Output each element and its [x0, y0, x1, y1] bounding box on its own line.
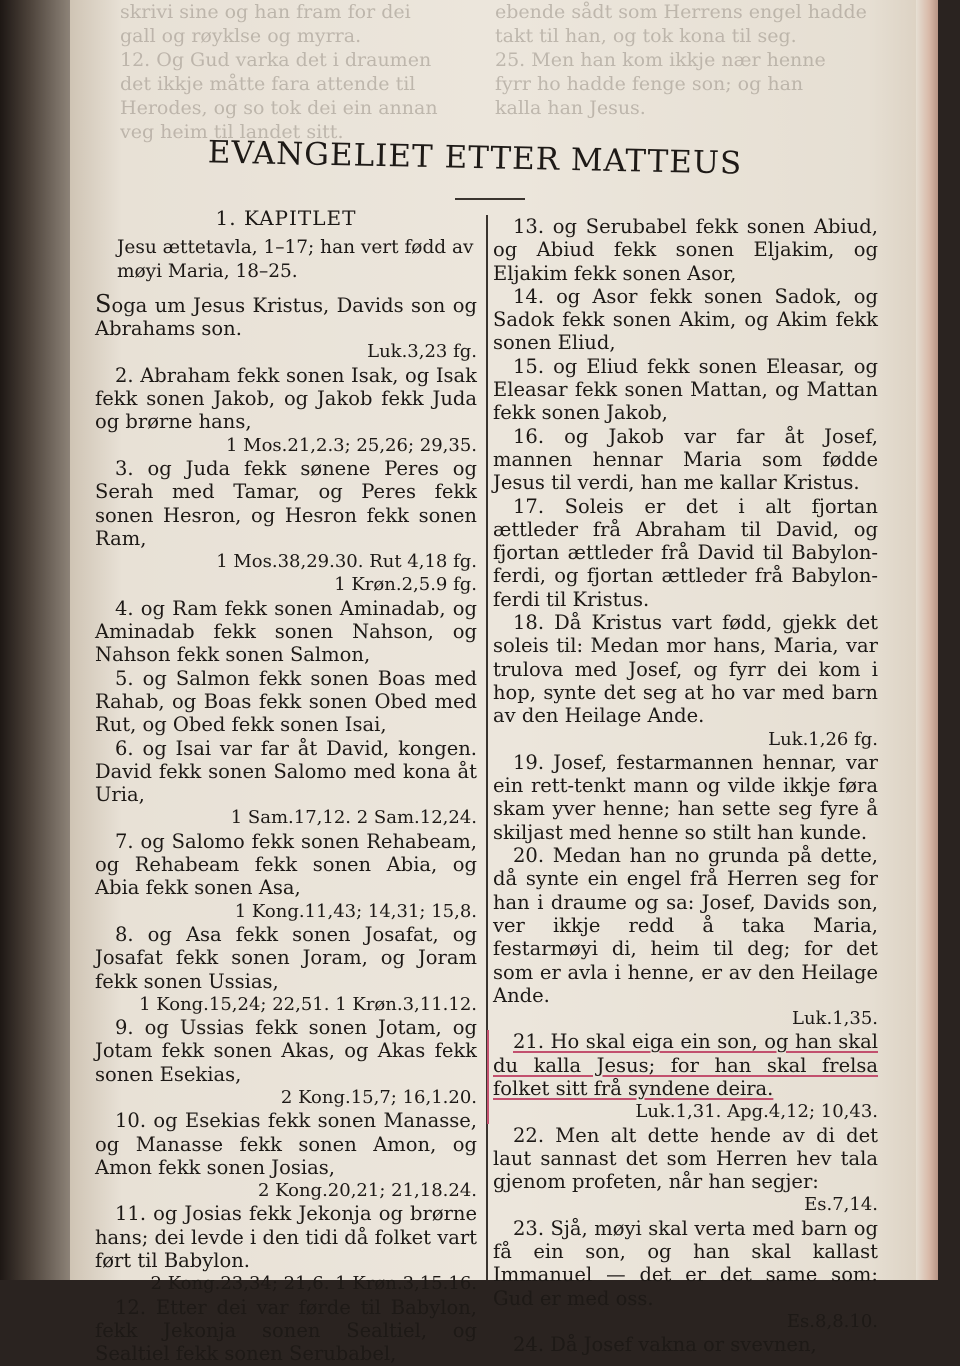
verse-text: 24. Då Josef vakna or svevnen, — [513, 1333, 817, 1357]
verse — [493, 215, 878, 285]
cross-reference: 1 Mos.21,2.3; 25,26; 29,35. — [225, 434, 477, 456]
verse — [95, 830, 477, 923]
verse — [95, 1202, 477, 1295]
verse — [95, 737, 477, 830]
verse-text: 15. og Eliud fekk sonen Eleasar, og Eleasar fekk sonen Mattan, og Mattan fekk sonen Jakob, — [493, 354, 878, 425]
verse-text: 12. Etter dei var førde til Babylon, fekk Jekonja sonen Sealtiel, og Sealtiel fekk sonen Serubabel, — [95, 1295, 477, 1366]
verse-text: 23. Sjå, møyi skal verta med barn og få ein son, og han skal kallast Immanuel — det er det same som: Gud er med oss. — [493, 1216, 878, 1310]
verse — [493, 495, 878, 611]
cross-reference: 2 Kong.23,34; 21,6. 1 Krøn.3,15.16. — [150, 1273, 477, 1295]
verse-text: 21. Ho skal eiga ein son, og han skal du kalla Jesus; for han skal frelsa folket sitt frå syndene deira. — [493, 1030, 878, 1100]
verse — [95, 1109, 477, 1202]
title-divider — [455, 198, 525, 200]
verse — [95, 1296, 477, 1366]
verse — [493, 1333, 878, 1356]
cross-reference: 2 Kong.15,7; 16,1.20. — [280, 1086, 477, 1108]
cross-reference: Luk.1,31. Apg.4,12; 10,43. — [635, 1101, 878, 1123]
chapter-summary: Jesu ættetavla, 1–17; han vert fødd av møyi Maria, 18–25. — [117, 237, 474, 282]
verse-text: 8. og Asa fekk sonen Josafat, og Josafat fekk sonen Joram, og Joram fekk sonen Ussias, — [95, 922, 477, 993]
verse-text: 19. Josef, festarmannen hennar, var ein rett-tenkt mann og vilde ikkje føra skam yver henne; han sette seg fyre å skiljast med henne so stilt han kunde. — [493, 750, 878, 844]
cross-reference: Es.8,8.10. — [786, 1310, 878, 1332]
left-column — [95, 207, 477, 1366]
cross-reference: 1 Krøn.2,5.9 fg. — [334, 574, 477, 596]
verse-text: 6. og Isai var far åt David, kongen. David fekk sonen Salomo med kona åt Uria, — [95, 736, 477, 807]
verse — [95, 667, 477, 737]
verse — [493, 1217, 878, 1333]
cross-reference: 1 Kong.15,24; 22,51. 1 Krøn.3,11.12. — [139, 993, 477, 1015]
cross-reference: 2 Kong.20,21; 21,18.24. — [257, 1180, 477, 1202]
verse — [95, 1016, 477, 1109]
cross-reference: Es.7,14. — [804, 1194, 878, 1216]
verse — [493, 844, 878, 1030]
verse-text: 10. og Esekias fekk sonen Manasse, og Manasse fekk sonen Amon, og Amon fekk sonen Josias, — [95, 1109, 477, 1179]
verse-text: 13. og Serubabel fekk sonen Abiud, og Abiud fekk sonen Eljakim, og Eljakim fekk sonen Asor, — [493, 215, 878, 285]
verse — [493, 285, 878, 355]
verse-text-rest: oga um Jesus Kristus, Davids son og Abrahams son. — [95, 293, 477, 341]
right-column — [493, 215, 878, 1357]
verse-text — [95, 289, 477, 341]
verse — [493, 1124, 878, 1217]
verse — [95, 364, 477, 457]
cross-reference: 1 Kong.11,43; 14,31; 15,8. — [234, 900, 477, 922]
verse-text: 16. og Jakob var far åt Josef, mannen hennar Maria som fødde Jesus til verdi, han me kallar Kristus. — [493, 424, 878, 495]
verse — [95, 289, 477, 364]
verse — [95, 457, 477, 597]
chapter-heading: 1. KAPITLET — [215, 206, 357, 230]
drop-initial: S — [95, 289, 112, 318]
right-verse-list — [493, 215, 878, 1357]
verse-text: 20. Medan han no grunda på dette, då synte ein engel frå Herren seg for han i draume og sa: Josef, Davids son, ver ikkje redd å taka Maria, festarmøyi di, heim til deg; for det som er avla i henne, er av den Heilage Ande. — [493, 844, 878, 1007]
verse — [493, 425, 878, 495]
bleed-through-left: skrivi sine og han fram for dei gall og røyklse og myrra. 12. Og Gud varka det i draumen det ikkje måtte fara attende til Herodes, og so tok dei ein annan veg heim til landet sitt. — [120, 1, 438, 143]
verse-text: 9. og Ussias fekk sonen Jotam, og Jotam fekk sonen Akas, og Akas fekk sonen Esekias, — [95, 1016, 477, 1086]
verse-text: 14. og Asor fekk sonen Sadok, og Sadok fekk sonen Akim, og Akim fekk sonen Eliud, — [493, 284, 878, 355]
page-edge — [916, 0, 938, 1280]
book-gutter-shadow — [0, 0, 70, 1280]
cross-reference: Luk.3,23 fg. — [367, 341, 477, 363]
cross-reference: 1 Sam.17,12. 2 Sam.12,24. — [230, 807, 477, 829]
cross-reference: Luk.1,35. — [792, 1008, 878, 1030]
verse — [487, 1030, 878, 1123]
verse — [493, 751, 878, 844]
cross-reference: 1 Mos.38,29.30. Rut 4,18 fg. — [216, 551, 477, 573]
verse-text: 17. Soleis er det i alt fjortan ættleder frå Abraham til David, og fjortan ættleder frå David til Babylon-ferdi, og fjortan ættleder frå Babylon-ferdi til Kristus. — [493, 494, 878, 611]
verse-text: 7. og Salomo fekk sonen Rehabeam, og Rehabeam fekk sonen Abia, og Abia fekk sonen Asa, — [95, 829, 477, 900]
verse-text: 3. og Juda fekk sønene Peres og Serah med Tamar, og Peres fekk sonen Hesron, og Hesron fekk sonen Ram, — [95, 456, 477, 550]
left-verse-list — [95, 289, 477, 1366]
verse-text: 5. og Salmon fekk sonen Boas med Rahab, og Boas fekk sonen Obed med Rut, og Obed fekk sonen Isai, — [95, 666, 477, 737]
bleed-through-right: ebende sådt som Herrens engel hadde takt til han, og tok kona til seg. 25. Men han kom ikkje nær henne fyrr ho hadde fenge son; og han kalla han Jesus. — [495, 1, 867, 119]
verse — [95, 597, 477, 667]
verse — [95, 923, 477, 1016]
verse-text: 22. Men alt dette hende av di det laut sannast det som Herren hev tala gjenom profeten, når han segjer: — [493, 1123, 878, 1194]
cross-reference: Luk.1,26 fg. — [768, 728, 878, 750]
verse-text: 2. Abraham fekk sonen Isak, og Isak fekk sonen Jakob, og Jakob fekk Juda og brørne hans, — [95, 363, 477, 434]
verse-text: 4. og Ram fekk sonen Aminadab, og Aminadab fekk sonen Nahson, og Nahson fekk sonen Salmon, — [95, 596, 477, 667]
verse — [493, 355, 878, 425]
verse — [493, 611, 878, 751]
page-title: EVANGELIET ETTER MATTEUS — [207, 134, 743, 182]
verse-text: 18. Då Kristus vart fødd, gjekk det soleis til: Medan mor hans, Maria, var trulova med Josef, og fyrr dei kom i hop, synte det seg at ho var med barn av den Heilage Ande. — [493, 611, 878, 728]
verse-text: 11. og Josias fekk Jekonja og brørne hans; dei levde i den tidi då folket vart ført til Babylon. — [95, 1202, 477, 1273]
